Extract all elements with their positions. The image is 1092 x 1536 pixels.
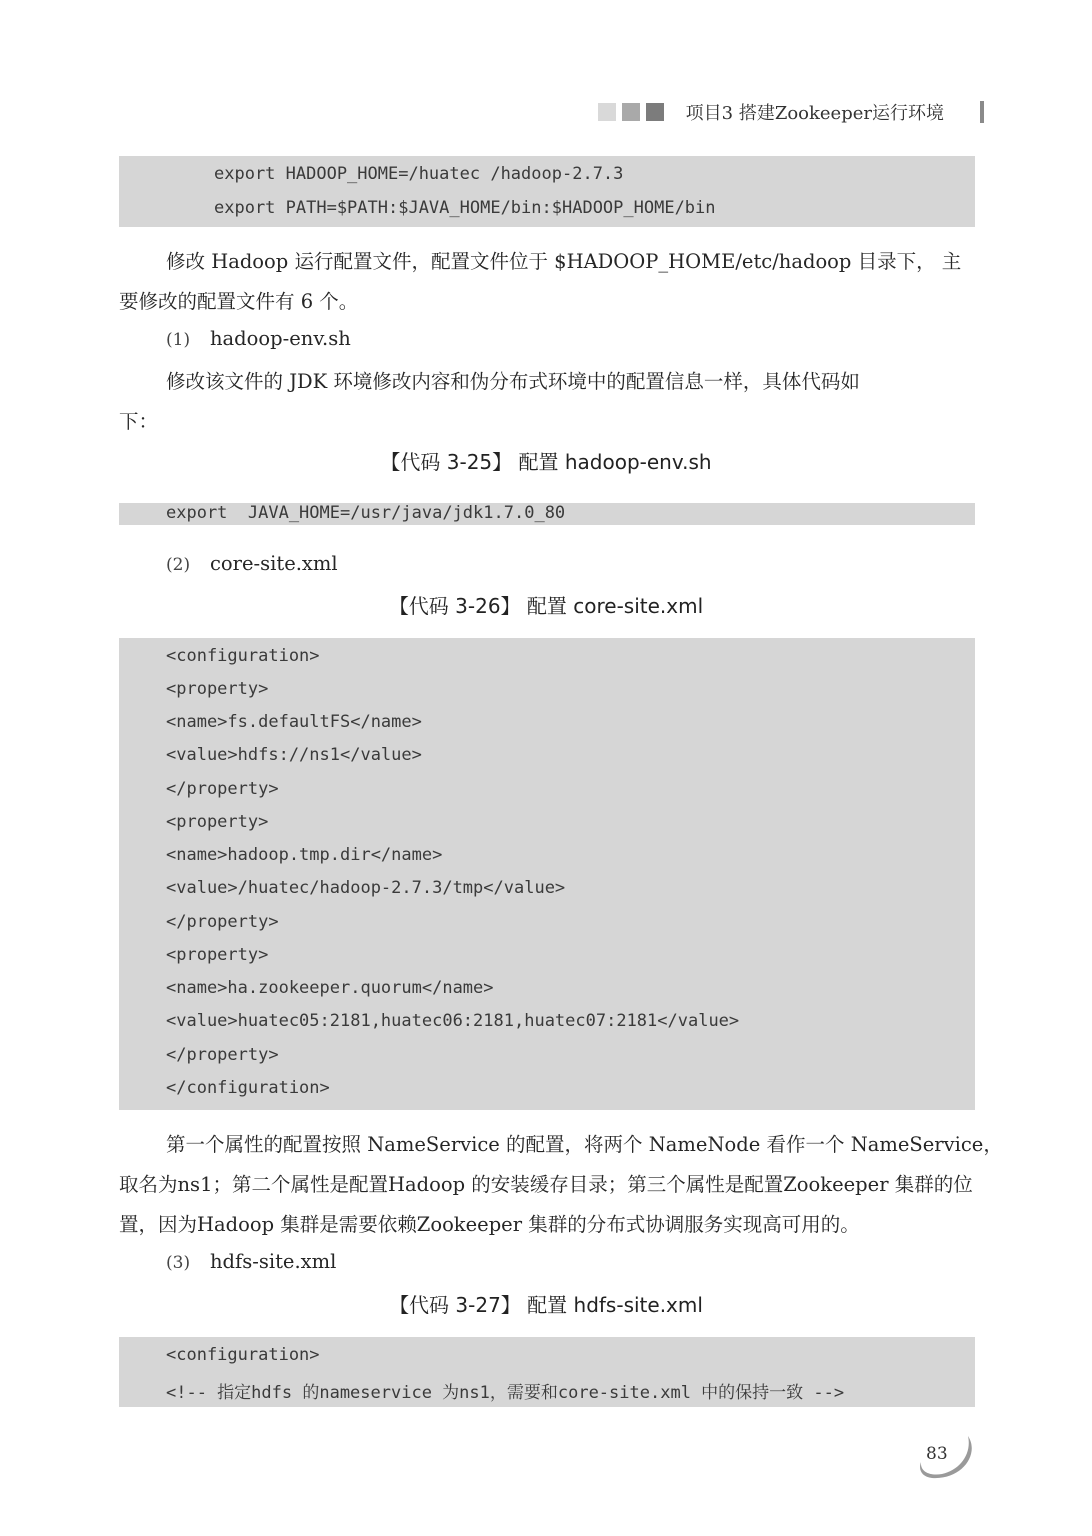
code-caption: 【代码 3-26】 配置 core-site.xml bbox=[388, 594, 704, 618]
header-square-mid bbox=[622, 103, 640, 121]
code-block-core-site bbox=[119, 638, 975, 1110]
code-line: </property> bbox=[166, 1045, 279, 1065]
code-caption: 【代码 3-25】 配置 hadoop-env.sh bbox=[380, 450, 712, 474]
code-line: export PATH=$PATH:$JAVA_HOME/bin:$HADOOP_HOME/bin bbox=[214, 198, 716, 218]
code-line: </property> bbox=[166, 779, 279, 799]
page-number-badge bbox=[918, 1432, 974, 1482]
code-line: <property> bbox=[166, 945, 269, 965]
paragraph-line: 要修改的配置文件有 6 个。 bbox=[119, 290, 359, 313]
paragraph-line: 修改该文件的 JDK 环境修改内容和伪分布式环境中的配置信息一样，具体代码如 bbox=[166, 370, 860, 393]
item-label: hdfs-site.xml bbox=[210, 1250, 337, 1273]
running-header bbox=[560, 97, 980, 127]
header-square-light bbox=[598, 103, 616, 121]
item-number: (3) bbox=[166, 1253, 191, 1273]
item-number: (1) bbox=[166, 330, 191, 350]
paragraph-line: 下： bbox=[119, 410, 159, 433]
code-caption: 【代码 3-27】 配置 hdfs-site.xml bbox=[389, 1293, 703, 1317]
code-line: <name>fs.defaultFS</name> bbox=[166, 712, 422, 732]
code-line: </configuration> bbox=[166, 1078, 330, 1098]
paragraph-line: 修改 Hadoop 运行配置文件，配置文件位于 $HADOOP_HOME/etc/hadoop 目录下， 主 bbox=[166, 250, 962, 273]
code-line: export JAVA_HOME=/usr/java/jdk1.7.0_80 bbox=[166, 503, 566, 523]
item-number: (2) bbox=[166, 555, 191, 575]
code-line: <configuration> bbox=[166, 646, 320, 666]
paragraph-line: 第一个属性的配置按照 NameService 的配置，将两个 NameNode 看作一个 NameService， bbox=[166, 1133, 1003, 1156]
code-line: <value>huatec05:2181,huatec06:2181,huatec07:2181</value> bbox=[166, 1011, 740, 1031]
paragraph-line: 取名为ns1；第二个属性是配置Hadoop 的安装缓存目录；第三个属性是配置Zookeeper 集群的位 bbox=[119, 1173, 973, 1196]
page-number: 83 bbox=[926, 1444, 948, 1464]
item-label: hadoop-env.sh bbox=[210, 327, 351, 350]
code-line: <name>hadoop.tmp.dir</name> bbox=[166, 845, 443, 865]
code-block-env-exports bbox=[119, 156, 975, 227]
paragraph-line: 置，因为Hadoop 集群是需要依赖Zookeeper 集群的分布式协调服务实现高可用的。 bbox=[119, 1213, 860, 1236]
code-line: <property> bbox=[166, 679, 269, 699]
code-line: <configuration> bbox=[166, 1345, 320, 1365]
code-line: <value>hdfs://ns1</value> bbox=[166, 745, 422, 765]
code-line: <name>ha.zookeeper.quorum</name> bbox=[166, 978, 494, 998]
code-block-hdfs-site bbox=[119, 1337, 975, 1407]
code-line: <!-- 指定hdfs 的nameservice 为ns1，需要和core-site.xml 中的保持一致 --> bbox=[166, 1383, 845, 1403]
header-square-dark bbox=[646, 103, 664, 121]
code-block-hadoop-env bbox=[119, 503, 975, 525]
item-label: core-site.xml bbox=[210, 552, 338, 575]
code-line: export HADOOP_HOME=/huatec /hadoop-2.7.3 bbox=[214, 164, 624, 184]
header-title: 项目3 搭建Zookeeper运行环境 bbox=[685, 103, 944, 124]
code-line: <property> bbox=[166, 812, 269, 832]
code-line: </property> bbox=[166, 912, 279, 932]
header-bar bbox=[980, 101, 984, 123]
code-line: <value>/huatec/hadoop-2.7.3/tmp</value> bbox=[166, 878, 566, 898]
